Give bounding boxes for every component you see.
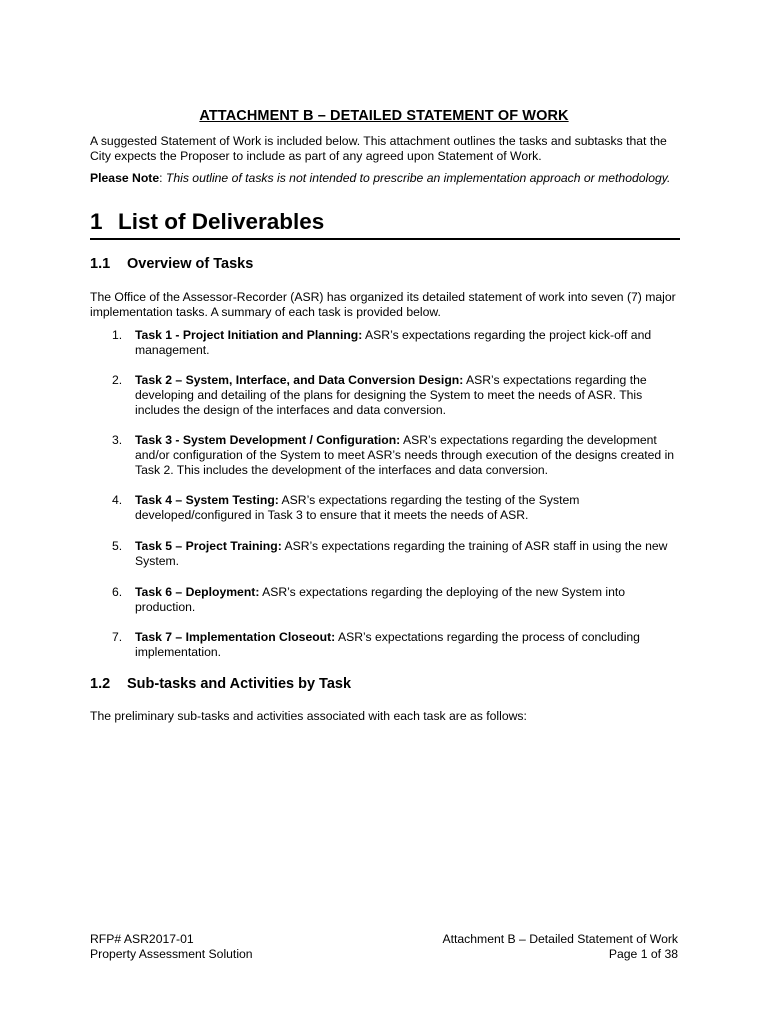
footer-right — [442, 932, 678, 962]
task-item — [90, 433, 680, 478]
overview-paragraph: The Office of the Assessor-Recorder (ASR) has organized its detailed statement of work into seven (7) major implementation tasks. A summary of each task is provided below. — [90, 290, 676, 319]
task-item — [90, 630, 680, 660]
page-title: ATTACHMENT B – DETAILED STATEMENT OF WORK — [199, 108, 569, 124]
note-separator: : — [159, 171, 166, 185]
task-description: ASR’s expectations regarding the training of ASR staff in using the new System. — [135, 539, 668, 568]
task-description: ASR’s expectations regarding the process of concluding implementation. — [135, 630, 640, 659]
task-title: Task 1 - Project Initiation and Planning: — [135, 328, 363, 342]
task-title: Task 2 – System, Interface, and Data Conversion Design: — [135, 373, 464, 387]
note-label: Please Note — [90, 171, 160, 185]
task-number: 1. — [112, 328, 123, 342]
subsection-heading-1-1 — [90, 256, 253, 272]
footer-project-name: Property Assessment Solution — [90, 947, 253, 961]
task-number: 7. — [112, 630, 123, 644]
subsection-title: Sub-tasks and Activities by Task — [127, 676, 352, 692]
task-description: ASR’s expectations regarding the deploying of the new System into production. — [135, 585, 626, 614]
task-number: 6. — [112, 585, 123, 599]
task-title: Task 3 - System Development / Configuration: — [135, 433, 401, 447]
task-number: 4. — [112, 493, 123, 507]
footer-page-number: Page 1 of 38 — [608, 947, 678, 961]
task-item — [90, 328, 680, 358]
task-description: ASR’s expectations regarding the project kick-off and management. — [135, 328, 652, 357]
section-heading-1 — [90, 207, 680, 240]
task-description: ASR’s expectations regarding the development and/or configuration of the System to meet ASR’s needs through execution of the designs created in Task 2. This includes the development of the interfaces and data conversion. — [135, 433, 675, 477]
task-number: 5. — [112, 539, 123, 553]
subsection-number: 1.1 — [90, 256, 111, 272]
task-title: Task 5 – Project Training: — [135, 539, 282, 553]
subsection-title: Overview of Tasks — [127, 256, 254, 272]
task-item — [90, 493, 680, 523]
task-number: 3. — [112, 433, 123, 447]
subsection-heading-1-2 — [90, 676, 351, 692]
intro-paragraph: A suggested Statement of Work is included below. This attachment outlines the tasks and subtasks that the City expects the Proposer to include as part of any agreed upon Statement of Work. — [90, 134, 667, 163]
note-text: This outline of tasks is not intended to prescribe an implementation approach or methodology. — [165, 171, 671, 185]
task-title: Task 7 – Implementation Closeout: — [135, 630, 336, 644]
subtasks-paragraph: The preliminary sub-tasks and activities associated with each task are as follows: — [90, 709, 527, 723]
task-description: ASR’s expectations regarding the developing and detailing of the plans for designing the System to meet the needs of ASR. This includes the design of the interfaces and data conversion. — [135, 373, 647, 417]
task-item — [90, 373, 680, 418]
note-paragraph — [90, 171, 680, 186]
subsection-number: 1.2 — [90, 676, 111, 692]
task-number: 2. — [112, 373, 123, 387]
footer-document-title: Attachment B – Detailed Statement of Work — [442, 932, 678, 946]
footer-rfp-number: RFP# ASR2017-01 — [90, 932, 194, 946]
task-description: ASR’s expectations regarding the testing of the System developed/configured in Task 3 to ensure that it meets the needs of ASR. — [135, 493, 580, 522]
task-title: Task 4 – System Testing: — [135, 493, 279, 507]
task-item — [90, 539, 680, 569]
section-number: 1 — [90, 209, 103, 234]
task-title: Task 6 – Deployment: — [135, 585, 260, 599]
task-list — [90, 328, 680, 660]
footer-left — [90, 932, 253, 962]
task-item — [90, 585, 680, 615]
section-title: List of Deliverables — [118, 209, 325, 234]
